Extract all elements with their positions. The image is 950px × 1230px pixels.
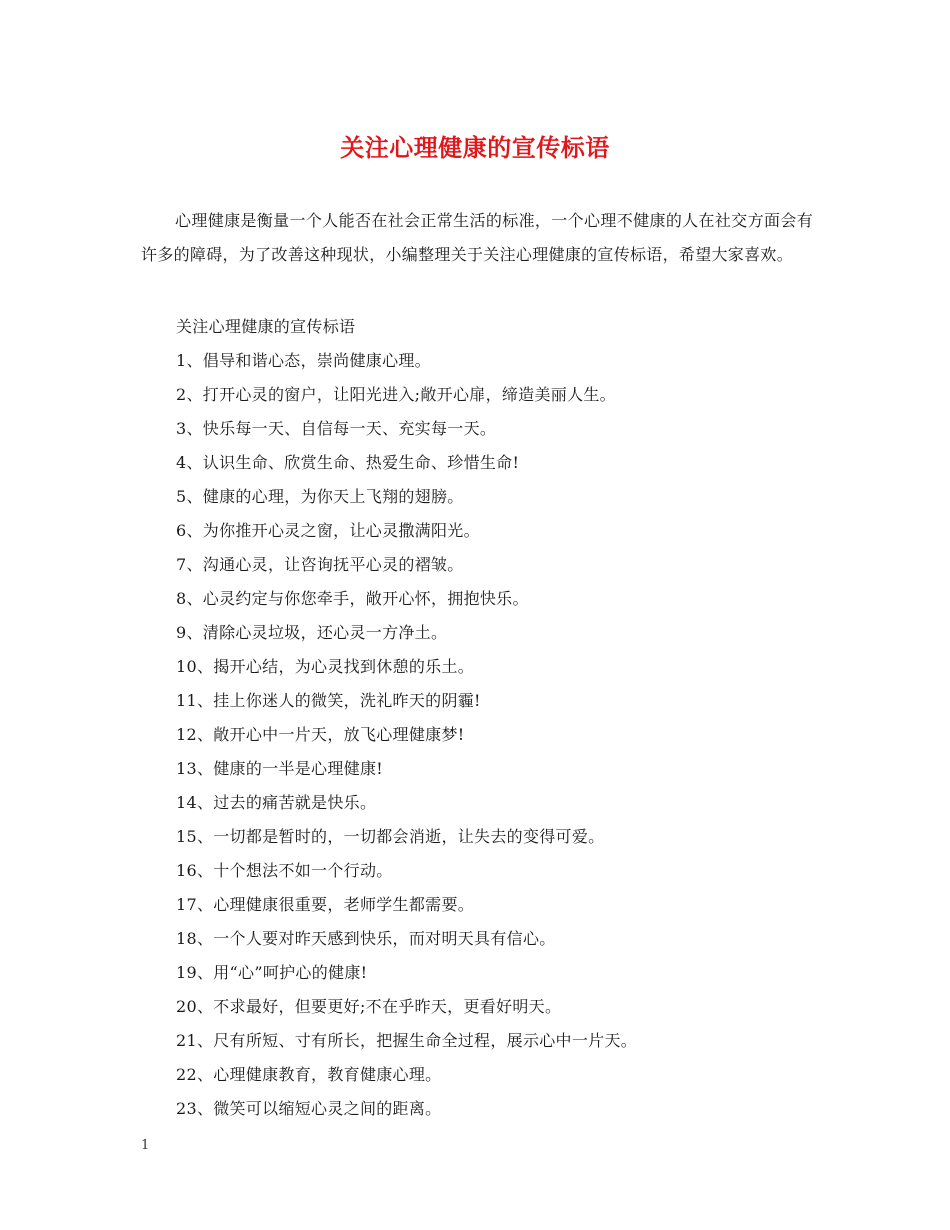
list-item: 9、清除心灵垃圾，还心灵一方净土。 <box>176 623 448 642</box>
intro-paragraph: 心理健康是衡量一个人能否在社会正常生活的标准，一个心理不健康的人在社交方面会有许多的障碍，为了改善这种现状，小编整理关于关注心理健康的宣传标语，希望大家喜欢。 <box>141 211 813 264</box>
list-item: 4、认识生命、欣赏生命、热爱生命、珍惜生命! <box>176 453 520 472</box>
list-item: 7、沟通心灵，让咨询抚平心灵的褶皱。 <box>176 555 464 574</box>
list-item: 20、不求最好，但要更好;不在乎昨天，更看好明天。 <box>176 997 562 1016</box>
list-item: 8、心灵约定与你您牵手，敞开心怀，拥抱快乐。 <box>176 589 529 608</box>
list-item: 17、心理健康很重要，老师学生都需要。 <box>176 895 475 914</box>
list-item: 16、十个想法不如一个行动。 <box>176 861 393 880</box>
list-item: 2、打开心灵的窗户，让阳光进入;敞开心扉，缔造美丽人生。 <box>176 385 616 404</box>
list-item: 18、一个人要对昨天感到快乐，而对明天具有信心。 <box>176 929 556 948</box>
list-item: 14、过去的痛苦就是快乐。 <box>176 793 377 812</box>
list-item: 12、敞开心中一片天，放飞心理健康梦! <box>176 725 465 744</box>
subheading: 关注心理健康的宣传标语 <box>176 317 356 336</box>
list-item: 3、快乐每一天、自信每一天、充实每一天。 <box>176 419 497 438</box>
list-item: 1、倡导和谐心态，崇尚健康心理。 <box>176 351 431 370</box>
list-item: 5、健康的心理，为你天上飞翔的翅膀。 <box>176 487 464 506</box>
list-item: 13、健康的一半是心理健康! <box>176 759 383 778</box>
list-item: 6、为你推开心灵之窗，让心灵撒满阳光。 <box>176 521 480 540</box>
list-item: 23、微笑可以缩短心灵之间的距离。 <box>176 1099 442 1118</box>
list-item: 21、尺有所短、寸有所长，把握生命全过程，展示心中一片天。 <box>176 1031 638 1050</box>
page-number: 1 <box>141 1138 150 1153</box>
list-item: 22、心理健康教育，教育健康心理。 <box>176 1065 442 1084</box>
list-item: 15、一切都是暂时的，一切都会消逝，让失去的变得可爱。 <box>176 827 605 846</box>
list-item: 10、揭开心结，为心灵找到休憩的乐土。 <box>176 657 475 676</box>
slogan-list <box>176 310 816 1126</box>
list-item: 11、挂上你迷人的微笑，洗礼昨天的阴霾! <box>176 691 481 710</box>
page-title: 关注心理健康的宣传标语 <box>340 133 610 162</box>
list-item: 19、用“心”呵护心的健康! <box>176 963 368 982</box>
